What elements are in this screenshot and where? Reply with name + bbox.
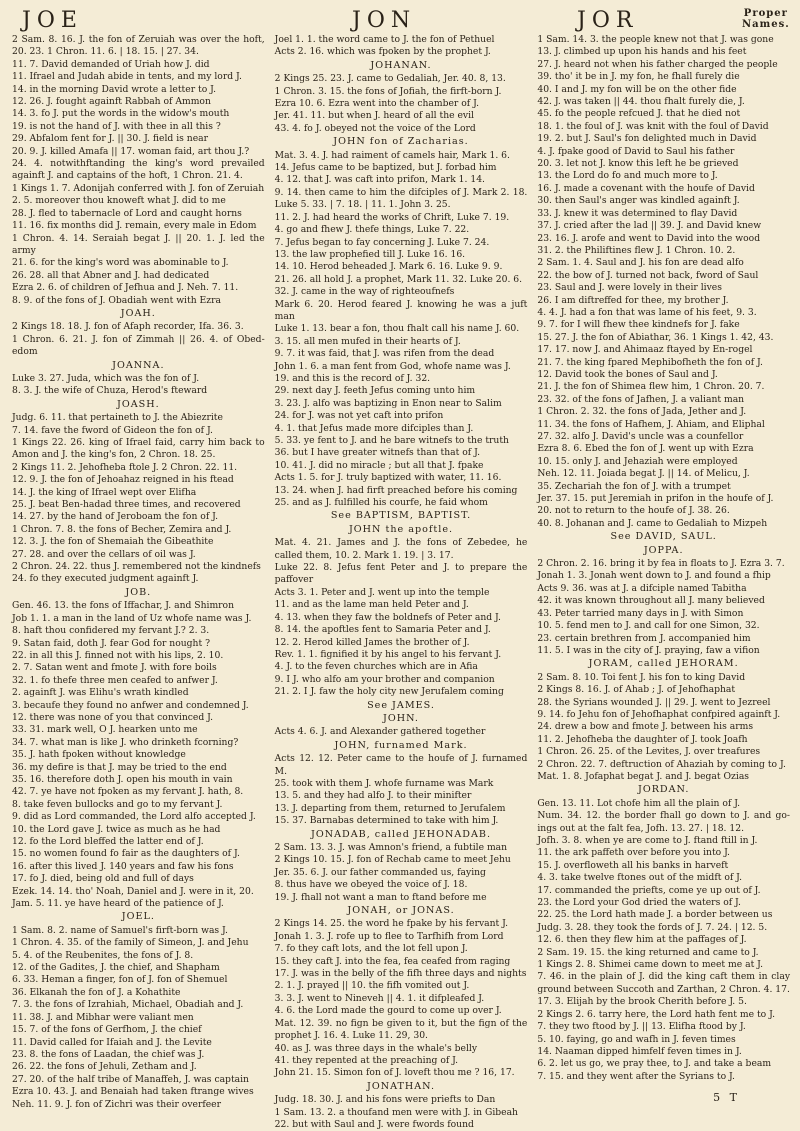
concordance-line: 22. the bow of J. turned not back, fword of Saul <box>537 269 759 281</box>
concordance-line: 11. 34. the fons of Hafhem, J. Ahiam, and Eliphal <box>537 418 765 430</box>
concordance-line: 20. not to return to the houfe of J. 38. 26. <box>537 505 730 517</box>
concordance-line: Mark 6. 20. Herod feared J. knowing he was a juft man <box>274 298 528 322</box>
concordance-line: 14. 10. Herod beheaded J. Mark 6. 16. Luke 9. 9. <box>274 261 503 273</box>
concordance-line: 2. 7. Satan went and fmote J. with fore boils <box>12 662 217 674</box>
concordance-line: 12. there was none of you that convinced J. <box>12 711 214 723</box>
concordance-line: 2 Sam. 13. 3. J. was Amnon's friend, a fubtile man <box>274 842 508 853</box>
concordance-line: 41. they repented at the preaching of J. <box>274 1054 459 1066</box>
concordance-line: 15. they caft J. into the fea, fea ceafed from raging <box>274 955 511 967</box>
section-label-line1: Proper <box>743 8 788 19</box>
column-middle <box>274 34 528 1130</box>
concordance-line: Ezra 10. 43. J. and Benaiah had taken ftrange wives <box>12 1086 254 1098</box>
concordance-line: Luke 22. 8. Jefus fent Peter and J. to prepare the paffover <box>274 562 528 586</box>
concordance-line: 19. and this is the record of J. 32. <box>274 372 431 384</box>
concordance-line: JOASH. <box>117 398 160 410</box>
column-left <box>12 34 265 1110</box>
concordance-line: Judg. 6. 11. that pertaineth to J. the Abiezrite <box>12 412 223 424</box>
concordance-line: 22. 25. the Lord hath made J. a border between us <box>537 909 773 921</box>
concordance-line: JONATHAN. <box>366 1080 436 1092</box>
concordance-line: 8. 9. of the fons of J. Obadiah went with Ezra <box>12 294 221 306</box>
concordance-line: See DAVID, SAUL. <box>610 531 717 543</box>
concordance-line: 21. 6. for the king's word was abominable to J. <box>12 257 229 269</box>
concordance-line: JOHN, furnamed Mark. <box>334 739 468 751</box>
concordance-line: 40. as J. was three days in the whale's belly <box>274 1042 478 1054</box>
concordance-line: 23. 8. the fons of Laadan, the chief was J. <box>12 1048 205 1060</box>
concordance-line: Mat. 4. 21. James and J. the fons of Zebedee, he called them, 10. 2. Mark 1. 19. | 3. 17. <box>274 537 528 561</box>
concordance-line: 11. and as the lame man held Peter and J. <box>274 599 469 611</box>
concordance-line: Acts 4. 6. J. and Alexander gathered together <box>274 726 486 738</box>
concordance-line: See BAPTISM, BAPTIST. <box>330 510 472 522</box>
concordance-line: 27. J. heard not when his father charged the people <box>537 58 778 70</box>
concordance-line: 22. in all this J. finned not with his lips, 2. 10. <box>12 649 224 661</box>
concordance-line: 27. 32. alfo J. David's uncle was a counfellor <box>537 431 744 442</box>
concordance-line: 4. 12. that J. was caft into prifon, Mark 1. 14. <box>274 174 485 186</box>
concordance-line: 8. haft thou confidered my fervant J.? 2. 3. <box>12 625 210 637</box>
concordance-line: 29. Abfalom fent for J. || 30. J. field is near <box>12 133 209 145</box>
concordance-line: 19. J. fhall not want a man to ftand before me <box>274 891 487 903</box>
concordance-line: 14. 27. by the hand of Jeroboam the fon of J. <box>12 511 219 523</box>
concordance-line: Joel 1. 1. the word came to J. the fon of Pethuel <box>274 34 495 45</box>
concordance-line: 23. 32. of the fons of Jafhen, J. a valiant man <box>537 393 745 405</box>
concordance-line: 24. fo they executed judgment againft J. <box>12 573 199 585</box>
concordance-line: Luke 1. 13. bear a fon, thou fhalt call his name J. 60. <box>274 323 520 335</box>
concordance-line: 42. it was known throughout all J. many believed <box>537 595 765 607</box>
concordance-line: 2 Kings 25. 23. J. came to Gedaliah, Jer. 40. 8, 13. <box>274 73 506 85</box>
concordance-line: 6. 33. Heman a finger, fon of J. fon of Shemuel <box>12 974 228 986</box>
concordance-line: 4. go and fhew J. thefe things, Luke 7. 22. <box>274 224 470 236</box>
concordance-line: 21. 7. the king fpared Mephibofheth the fon of J. <box>537 356 763 368</box>
concordance-line: 13. the law prophefied till J. Luke 16. 16. <box>274 248 466 260</box>
concordance-line: 15. 7. of the fons of Gerfhom, J. the chief <box>12 1024 202 1036</box>
concordance-line: 39. tho' it be in J. my fon, he fhall furely die <box>537 71 740 83</box>
concordance-line: 36. my defire is that J. may be tried to the end <box>12 761 227 773</box>
concordance-line: 4. J. to the feven churches which are in Afia <box>274 661 478 673</box>
concordance-line: 1 Sam. 13. 2. a thoufand men were with J. in Gibeah <box>274 1106 518 1118</box>
concordance-line: 26. 22. the fons of Jehuli, Zetham and J. <box>12 1061 197 1073</box>
concordance-line: 17. fo J. died, being old and full of days <box>12 873 194 885</box>
concordance-line: 9. did as Lord commanded, the Lord alfo accepted J. <box>12 811 256 823</box>
concordance-line: JONADAB, called JEHONADAB. <box>310 828 492 840</box>
concordance-line: 14. Naaman dipped himfelf feven times in J. <box>537 1045 742 1057</box>
concordance-line: 12. of the Gadites, J. the chief, and Shapham <box>12 962 220 974</box>
concordance-line: 27. 20. of the half tribe of Manaffeh, J. was captain <box>12 1073 249 1085</box>
concordance-line: Rev. 1. 1. fignified it by his angel to his fervant J. <box>274 648 502 660</box>
section-label <box>742 8 790 30</box>
concordance-line: 1 Sam. 8. 2. name of Samuel's firft-born was J. <box>12 924 228 936</box>
concordance-line: 1 Sam. 14. 3. the people knew not that J. was gone <box>537 34 774 45</box>
concordance-line: 14. 3. fo J. put the words in the widow's mouth <box>12 108 230 120</box>
concordance-line: 40. I and J. my fon will be on the other fide <box>537 83 737 95</box>
concordance-line: 25. and as J. fulfilled his courfe, he faid whom <box>274 497 488 509</box>
concordance-line: 6. 2. let us go, we pray thee, to J. and take a beam <box>537 1058 772 1070</box>
concordance-line: 21. 26. all hold J. a prophet, Mark 11. 32. Luke 20. 6. <box>274 273 523 285</box>
concordance-line: 11. 38. J. and Mibhar were valiant men <box>12 1011 194 1023</box>
concordance-line: 14. Jefus came to be baptized, but J. forbad him <box>274 162 497 174</box>
concordance-line: 13. the Lord do fo and much more to J. <box>537 170 718 182</box>
concordance-line: Job 1. 1. a man in the land of Uz whofe name was J. <box>12 612 252 624</box>
concordance-line: 2 Chron. 24. 22. thus J. remembered not the kindnefs <box>12 561 261 573</box>
concordance-line: 5. 4. of the Reubenites, the fons of J. 8. <box>12 949 194 961</box>
running-head-middle: JON <box>352 8 417 33</box>
concordance-line: 27. 28. and over the cellars of oil was J. <box>12 548 196 560</box>
concordance-line: 8. thus have we obeyed the voice of J. 18. <box>274 879 468 891</box>
concordance-line: Judg. 3. 28. they took the fords of J. 7. 24. | 12. 5. <box>537 921 768 933</box>
concordance-line: 12. 3. J. the fon of Shemaiah the Gibeathite <box>12 536 214 548</box>
concordance-line: 15. 37. Barnabas determined to take with him J. <box>274 815 499 827</box>
concordance-line: 2 Kings 14. 25. the word he fpake by his fervant J. <box>274 918 509 930</box>
concordance-line: 19. 2. but J. Saul's fon delighted much in David <box>537 133 757 145</box>
concordance-line: 7. fo they caft lots, and the lot fell upon J. <box>274 943 468 955</box>
concordance-line: 12. fo the Lord bleffed the latter end of J. <box>12 836 204 847</box>
concordance-line: 7. Jefus began to fay concerning J. Luke 7. 24. <box>274 236 490 248</box>
concordance-line: 4. 3. take twelve ftones out of the midft of J. <box>537 872 743 884</box>
concordance-line: 17. commanded the priefts, come ye up out of J. <box>537 884 761 896</box>
concordance-line: 2. againft J. was Elihu's wrath kindled <box>12 687 189 699</box>
concordance-line: 1 Chron. 4. 14. Seraiah begat J. || 20. 1. J. led the army <box>12 232 265 256</box>
concordance-line: Acts 1. 5. for J. truly baptized with water, 11. 16. <box>274 472 502 484</box>
concordance-line: 32. 1. fo thefe three men ceafed to anfwer J. <box>12 674 218 686</box>
concordance-line: Acts 12. 12. Peter came to the houfe of J. furnamed M. <box>274 753 528 777</box>
concordance-line: Luke 3. 27. Juda, which was the fon of J. <box>12 372 200 384</box>
concordance-line: JOEL. <box>121 911 155 923</box>
concordance-line: 25. J. beat Ben-hadad three times, and recovered <box>12 499 241 511</box>
concordance-line: 3. 15. all men mufed in their hearts of J. <box>274 335 461 347</box>
concordance-line: 43. Peter tarried many days in J. with Simon <box>537 607 744 619</box>
concordance-line: 26. 28. all that Abner and J. had dedicated <box>12 269 210 281</box>
concordance-line: Acts 2. 16. which was fpoken by the prophet J. <box>274 46 491 58</box>
concordance-line: 36. but I have greater witnefs than that of J. <box>274 447 480 459</box>
concordance-line: 1 Chron. 7. 8. the fons of Becher, Zemira and J. <box>12 523 232 535</box>
concordance-line: 11. 16. fix months did J. remain, every male in Edom <box>12 220 257 232</box>
concordance-line: 5. 10. faying, go and wafh in J. feven times <box>537 1033 736 1045</box>
concordance-line: 12. 26. J. fought againft Rabbah of Ammon <box>12 96 211 108</box>
concordance-line: JOAH. <box>120 307 156 319</box>
concordance-line: JOHANAN. <box>370 59 432 71</box>
concordance-line: 9. 7. for I will fhew thee kindnefs for J. fake <box>537 319 740 331</box>
concordance-line: 23. certain brethren from J. accompanied him <box>537 632 751 644</box>
concordance-line: 12. 6. then they flew him at the paffages of J. <box>537 934 747 946</box>
concordance-line: 4. J. fpake good of David to Saul his father <box>537 145 735 157</box>
concordance-line: 30. then Saul's anger was kindled againft J. <box>537 195 740 207</box>
concordance-line: 17. J. was in the belly of the fifh three days and nights <box>274 968 527 980</box>
concordance-line: Jer. 41. 11. but when J. heard of all the evil <box>274 110 474 122</box>
concordance-line: Ezra 10. 6. Ezra went into the chamber of J. <box>274 98 479 110</box>
concordance-line: 11. 7. David demanded of Uriah how J. did <box>12 58 210 70</box>
signature-mark: 5 T <box>713 1091 740 1104</box>
concordance-line: 2. 1. J. prayed || 10. the fifh vomited out J. <box>274 980 470 992</box>
concordance-line: 1 Chron. 4. 35. of the family of Simeon, J. and Jehu <box>12 937 249 949</box>
concordance-line: JONAH, or JONAS. <box>347 905 455 917</box>
concordance-line: 23. the Lord your God dried the waters of J. <box>537 897 741 909</box>
concordance-line: Acts 9. 36. was at J. a difciple named Tabitha <box>537 582 747 594</box>
concordance-line: 23. Saul and J. were lovely in their lives <box>537 282 722 294</box>
concordance-line: 35. 16. therefore doth J. open his mouth in vain <box>12 773 233 785</box>
concordance-line: 9. 14. fo Jehu fon of Jehofhaphat confpired againft J. <box>537 708 781 720</box>
concordance-line: 21. 2. I J. faw the holy city new Jerufalem coming <box>274 686 504 698</box>
concordance-line: 37. J. cried after the lad || 39. J. and David knew <box>537 220 762 232</box>
concordance-line: 4. 1. that Jefus made more difciples than J. <box>274 422 474 434</box>
concordance-line: 1 Chron. 3. 15. the fons of Jofiah, the firft-born J. <box>274 85 502 97</box>
concordance-line: 2 Kings 8. 16. J. of Ahab ; J. of Jehofhaphat <box>537 684 736 696</box>
concordance-line: 1 Chron. 6. 21. J. fon of Zimmah || 26. 4. of Obed-edom <box>12 333 265 358</box>
concordance-line: 2 Sam. 8. 10. Toi fent J. his fon to king David <box>537 671 746 683</box>
concordance-line: 4. 13. when they faw the boldnefs of Peter and J. <box>274 611 501 623</box>
concordance-line: Mat. 12. 39. no fign be given to it, but the fign of the prophet J. 16. 4. Luke 11. 29, 30. <box>274 1017 528 1042</box>
concordance-line: 9. 7. it was faid, that J. was rifen from the dead <box>274 348 495 360</box>
concordance-line: 9. Satan faid, doth J. fear God for nought ? <box>12 637 211 649</box>
concordance-line: Num. 34. 12. the border fhall go down to J. and go-ings out at the falt fea, Jofh. 13. 27. | 18. 12. <box>537 810 791 834</box>
concordance-line: 10. 5. fend men to J. and call for one Simon, 32. <box>537 620 760 632</box>
concordance-line: Jer. 37. 15. put Jeremiah in prifon in the houfe of J. <box>537 493 774 505</box>
concordance-line: 7. 3. the fons of Izrahiah, Michael, Obadiah and J. <box>12 999 244 1011</box>
concordance-line: 24. drew a bow and fmote J. between his arms <box>537 721 754 733</box>
concordance-line: 45. fo the people refcued J. that he died not <box>537 108 741 120</box>
concordance-line: Ezek. 14. 14. tho' Noah, Daniel and J. were in it, 20. <box>12 885 254 897</box>
concordance-line: 10. the Lord gave J. twice as much as he had <box>12 823 221 835</box>
concordance-line: 1 Kings 22. 26. king of Ifrael faid, carry him back to Amon and J. the king's fon, 2 Chron. 18. 25. <box>12 437 265 461</box>
concordance-line: 11. 2. Jehofheba the daughter of J. took Joafh <box>537 733 748 745</box>
concordance-line: Mat. 1. 8. Jofaphat begat J. and J. begat Ozias <box>537 770 750 782</box>
concordance-line: 19. is not the hand of J. with thee in all this ? <box>12 120 221 132</box>
concordance-line: 7. 14. fave the fword of Gideon the fon of J. <box>12 424 213 436</box>
concordance-line: 7. 15. and they went after the Syrians to J. <box>537 1070 735 1082</box>
concordance-line: 2 Sam. 8. 16. J. the fon of Zeruiah was over the hoft, 20. 23. 1 Chron. 11. 6. | 18. 15. | 27. 34. <box>12 34 265 58</box>
concordance-line: 33. 31. mark well, O J. hearken unto me <box>12 724 198 736</box>
concordance-line: 2 Chron. 2. 16. bring it by fea in floats to J. Ezra 3. 7. <box>537 558 785 570</box>
concordance-line: JORDAN. <box>637 784 690 796</box>
concordance-line: 7. 46. in the plain of J. did the king caft them in clay ground between Succoth and Zarthan, 2 Chron. 4. 17. <box>537 971 791 995</box>
concordance-line: 11. Ifrael and Judah abide in tents, and my lord J. <box>12 71 242 83</box>
concordance-line: Jofh. 3. 8. when ye are come to J. ftand ftill in J. <box>537 835 758 846</box>
concordance-line: 8. 3. J. the wife of Chuza, Herod's fteward <box>12 385 208 397</box>
concordance-line: 32. J. came in the way of righteoufnefs <box>274 286 455 298</box>
concordance-line: 13. J. departing from them, returned to Jerufalem <box>274 802 506 814</box>
concordance-line: 2. 5. moreover thou knoweft what J. did to me <box>12 195 226 207</box>
concordance-line: 40. 8. Johanan and J. came to Gedaliah to Mizpeh <box>537 517 768 529</box>
concordance-line: 8. 14. the apoftles fent to Samaria Peter and J. <box>274 624 491 636</box>
concordance-line: JOHN. <box>383 712 419 724</box>
concordance-line: Judg. 18. 30. J. and his fons were priefts to Dan <box>274 1094 496 1106</box>
concordance-line: 2 Sam. 19. 15. the king returned and came to J. <box>537 946 759 958</box>
concordance-line: JOB. <box>125 586 152 598</box>
concordance-line: JORAM, called JEHORAM. <box>588 658 739 670</box>
concordance-line: 14. in the morning David wrote a letter to J. <box>12 83 217 95</box>
concordance-line: 10. 15. only J. and Jehaziah were employed <box>537 455 738 467</box>
concordance-line: 23. 16. J. arofe and went to David into the wood <box>537 232 761 244</box>
concordance-line: 7. they two ftood by J. || 13. Elifha ftood by J. <box>537 1021 746 1033</box>
running-head-right: JOR <box>577 8 639 33</box>
concordance-line: 1 Chron. 26. 25. of the Levites, J. over treafures <box>537 746 761 758</box>
concordance-line: 28. the Syrians wounded J. || 29. J. went to Jezreel <box>537 696 771 708</box>
concordance-line: 11. 5. I was in the city of J. praying, faw a vifion <box>537 644 760 656</box>
concordance-line: 28. J. fled to tabernacle of Lord and caught horns <box>12 207 242 219</box>
concordance-line: Jonah 1. 3. J. rofe up to flee to Tarfhifh from Lord <box>274 930 504 942</box>
concordance-line: 1 Chron. 2. 32. the fons of Jada, Jether and J. <box>537 406 747 418</box>
concordance-line: 12. 9. J. the fon of Jehoahaz reigned in his ftead <box>12 474 234 486</box>
concordance-line: 4. 6. the Lord made the gourd to come up over J. <box>274 1005 502 1017</box>
concordance-line: 3. 3. J. went to Nineveh || 4. 1. it difpleafed J. <box>274 992 485 1004</box>
concordance-line: John 21. 15. Simon fon of J. loveft thou me ? 16, 17. <box>274 1067 515 1079</box>
concordance-line: 14. J. the king of Ifrael wept over Elifha <box>12 486 197 498</box>
concordance-line: 11. 2. J. had heard the works of Chrift, Luke 7. 19. <box>274 211 510 223</box>
concordance-line: Gen. 13. 11. Lot chofe him all the plain of J. <box>537 797 741 809</box>
concordance-line: 13. 5. and they had alfo J. to their minifter <box>274 790 472 802</box>
concordance-line: 25. took with them J. whofe furname was Mark <box>274 777 494 789</box>
concordance-line: 11. the ark paffeth over before you into J. <box>537 847 730 859</box>
concordance-line: 17. 17. now J. and Ahimaaz ftayed by En-rogel <box>537 344 753 356</box>
concordance-line: 17. 3. Elijah by the brook Cherith before J. 5. <box>537 996 747 1008</box>
concordance-line: JOANNA. <box>112 359 165 371</box>
concordance-line: Jam. 5. 11. ye have heard of the patience of J. <box>12 898 224 910</box>
concordance-line: Gen. 46. 13. the fons of Iffachar, J. and Shimron <box>12 600 235 612</box>
concordance-line: JOPPA. <box>643 544 684 556</box>
concordance-line: 16. after this lived J. 140 years and faw his fons <box>12 860 234 872</box>
concordance-line: 34. 7. what man is like J. who drinketh fcorning? <box>12 736 239 748</box>
concordance-line: 4. 4. J. had a fon that was lame of his feet, 9. 3. <box>537 306 757 318</box>
concordance-line: 24. 4. notwithftanding the king's word prevailed againft J. and captains of the hoft, 1 Chron. 21. 4. <box>12 158 265 182</box>
concordance-line: 2 Kings 11. 2. Jehofheba ftole J. 2 Chron. 22. 11. <box>12 461 238 473</box>
concordance-line: Ezra 8. 6. Ebed the fon of J. went up with Ezra <box>537 443 754 455</box>
concordance-line: 35. J. hath fpoken without knowledge <box>12 749 186 761</box>
concordance-line: 9. I J. who alfo am your brother and companion <box>274 673 495 685</box>
concordance-line: Neh. 12. 11. Joiada begat J. || 14. of Melicu, J. <box>537 468 750 480</box>
concordance-line: 12. 2. Herod killed James the brother of J. <box>274 636 470 648</box>
concordance-line: 13. J. climbed up upon his hands and his feet <box>537 46 747 58</box>
concordance-line: Ezra 2. 6. of children of Jefhua and J. Neh. 7. 11. <box>12 282 239 294</box>
concordance-line: 3. becaufe they found no anfwer and condemned J. <box>12 699 249 711</box>
concordance-line: 9. 14. then came to him the difciples of J. Mark 2. 18. Luke 5. 33. | 7. 18. | 11. 1. John 3. 25. <box>274 186 528 211</box>
concordance-line: 10. 41. J. did no miracle ; but all that J. fpake <box>274 459 484 471</box>
concordance-line: 31. 2. the Philiftines flew J. 1 Chron. 10. 2. <box>537 244 736 256</box>
concordance-line: Jonah 1. 3. Jonah went down to J. and found a fhip <box>537 570 771 582</box>
concordance-line: 20. 9. J. killed Amafa || 17. woman faid, art thou J.? <box>12 145 250 157</box>
concordance-line: JOHN fon of Zacharias. <box>333 136 469 148</box>
concordance-line: John 1. 6. a man fent from God, whofe name was J. <box>274 360 511 372</box>
concordance-line: 22. but with Saul and J. were fwords found <box>274 1118 474 1130</box>
concordance-line: See JAMES. <box>367 699 435 711</box>
concordance-line: 3. 23. J. alfo was baptizing in Enon near to Salim <box>274 397 502 409</box>
concordance-line: 35. Zechariah the fon of J. with a trumpet <box>537 480 731 492</box>
text-columns <box>12 34 791 1130</box>
concordance-line: Neh. 11. 9. J. fon of Zichri was their overfeer <box>12 1098 222 1110</box>
column-right <box>537 34 790 1106</box>
concordance-line: 2 Kings 2. 6. tarry here, the Lord hath fent me to J. <box>537 1008 775 1020</box>
concordance-line: 2 Kings 10. 15. J. fon of Rechab came to meet Jehu <box>274 854 511 866</box>
concordance-line: 2 Sam. 1. 4. Saul and J. his fon are dead alfo <box>537 257 744 269</box>
concordance-line: 8. take feven bullocks and go to my fervant J. <box>12 798 223 810</box>
section-label-line2: Names. <box>742 19 790 30</box>
concordance-line: 21. J. the fon of Shimea flew him, 1 Chron. 20. 7. <box>537 381 765 393</box>
concordance-line: 42. 7. ye have not fpoken as my fervant J. hath, 8. <box>12 786 244 798</box>
concordance-line: JOHN the apoftle. <box>348 523 454 535</box>
concordance-line: 5. 33. ye fent to J. and he bare witnefs to the truth <box>274 435 509 446</box>
concordance-line: 20. 3. let not J. know this left he be grieved <box>537 158 739 170</box>
concordance-line: Acts 3. 1. Peter and J. went up into the temple <box>274 586 490 598</box>
concordance-line: 18. 1. the foul of J. was knit with the foul of David <box>537 120 769 132</box>
concordance-line: 33. J. knew it was determined to flay David <box>537 207 738 219</box>
concordance-line: 11. David called for Ifaiah and J. the Levite <box>12 1036 212 1048</box>
concordance-line: Jer. 35. 6. J. our father commanded us, faying <box>274 866 486 878</box>
concordance-line: Mat. 3. 4. J. had raiment of camels hair, Mark 1. 6. <box>274 149 510 161</box>
concordance-line: 43. 4. fo J. obeyed not the voice of the Lord <box>274 122 476 134</box>
concordance-line: 42. J. was taken || 44. thou fhalt furely die, J. <box>537 96 745 108</box>
concordance-line: 15. 27. J. the fon of Abiathar, 36. 1 Kings 1. 42, 43. <box>537 331 774 343</box>
concordance-line: 36. Elkanah the fon of J. a Kohathite <box>12 986 181 998</box>
concordance-line: 1 Kings 2. 8. Shimei came down to meet me at J. <box>537 959 764 971</box>
concordance-line: 15. J. overfloweth all his banks in harveft <box>537 859 729 871</box>
concordance-line: 2 Chron. 22. 7. deftruction of Ahaziah by coming to J. <box>537 758 786 770</box>
concordance-line: 1 Kings 1. 7. Adonijah conferred with J. fon of Zeruiah <box>12 182 265 194</box>
concordance-line: 26. I am diftreffed for thee, my brother J. <box>537 294 729 306</box>
concordance-line: 13. 24. when J. had firft preached before his coming <box>274 484 518 496</box>
concordance-line: 2 Kings 18. 18. J. fon of Afaph recorder, Ifa. 36. 3. <box>12 321 244 333</box>
concordance-line: 24. for J. was not yet caft into prifon <box>274 410 444 422</box>
page-header <box>12 6 790 36</box>
concordance-line: 12. David took the bones of Saul and J. <box>537 368 718 380</box>
running-head-left: JOE <box>22 8 83 33</box>
concordance-line: 29. next day J. feeth Jefus coming unto him <box>274 385 476 397</box>
concordance-line: 15. no women found fo fair as the daughters of J. <box>12 848 240 860</box>
concordance-line: 16. J. made a covenant with the houfe of David <box>537 182 755 194</box>
